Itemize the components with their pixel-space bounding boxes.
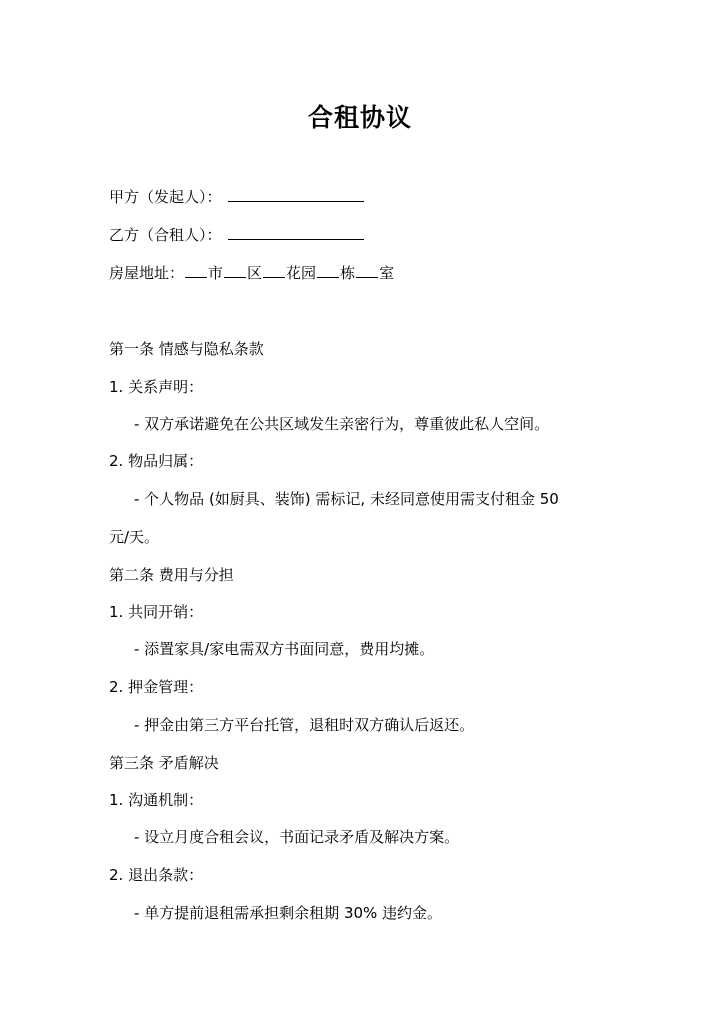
section-heading: 第二条 费用与分担 [109,566,234,584]
party-a-blank [228,186,364,202]
address-building: 栋 [340,264,356,282]
address-garden: 花园 [286,264,317,282]
address-blank [263,262,285,278]
clause-detail: - 个人物品 (如厨具、装饰) 需标记, 未经同意使用需支付租金 50 [134,490,559,508]
address-district: 区 [247,264,263,282]
address-line [109,262,394,284]
clause-label: 2. 退出条款： [109,866,204,884]
address-label: 房屋地址： [109,264,185,282]
address-blank [356,262,378,278]
clause-detail: - 单方提前退租需承担剩余租期 30% 违约金。 [134,904,443,922]
document-title: 合租协议 [307,103,412,132]
section-heading: 第三条 矛盾解决 [109,754,219,772]
address-blank [224,262,246,278]
address-room: 室 [379,264,395,282]
clause-detail: - 双方承诺避免在公共区域发生亲密行为，尊重彼此私人空间。 [134,415,550,433]
clause-label: 2. 押金管理： [109,678,204,696]
address-blank [185,262,207,278]
clause-detail: - 设立月度合租会议，书面记录矛盾及解决方案。 [134,828,460,846]
party-b-blank [228,224,364,240]
party-a-line [109,186,364,208]
clause-label: 1. 关系声明： [109,378,204,396]
clause-label: 2. 物品归属： [109,452,204,470]
address-city: 市 [208,264,224,282]
clause-detail: - 押金由第三方平台托管，退租时双方确认后返还。 [134,716,475,734]
address-blank [317,262,339,278]
clause-label: 1. 共同开销： [109,603,204,621]
party-b-label: 乙方（合租人）： [109,226,222,244]
clause-detail: - 添置家具/家电需双方书面同意，费用均摊。 [134,640,435,658]
party-a-label: 甲方（发起人）： [109,188,222,206]
clause-detail-continuation: 元/天。 [109,528,160,546]
section-heading: 第一条 情感与隐私条款 [109,340,264,358]
party-b-line [109,224,364,246]
clause-label: 1. 沟通机制： [109,791,204,809]
